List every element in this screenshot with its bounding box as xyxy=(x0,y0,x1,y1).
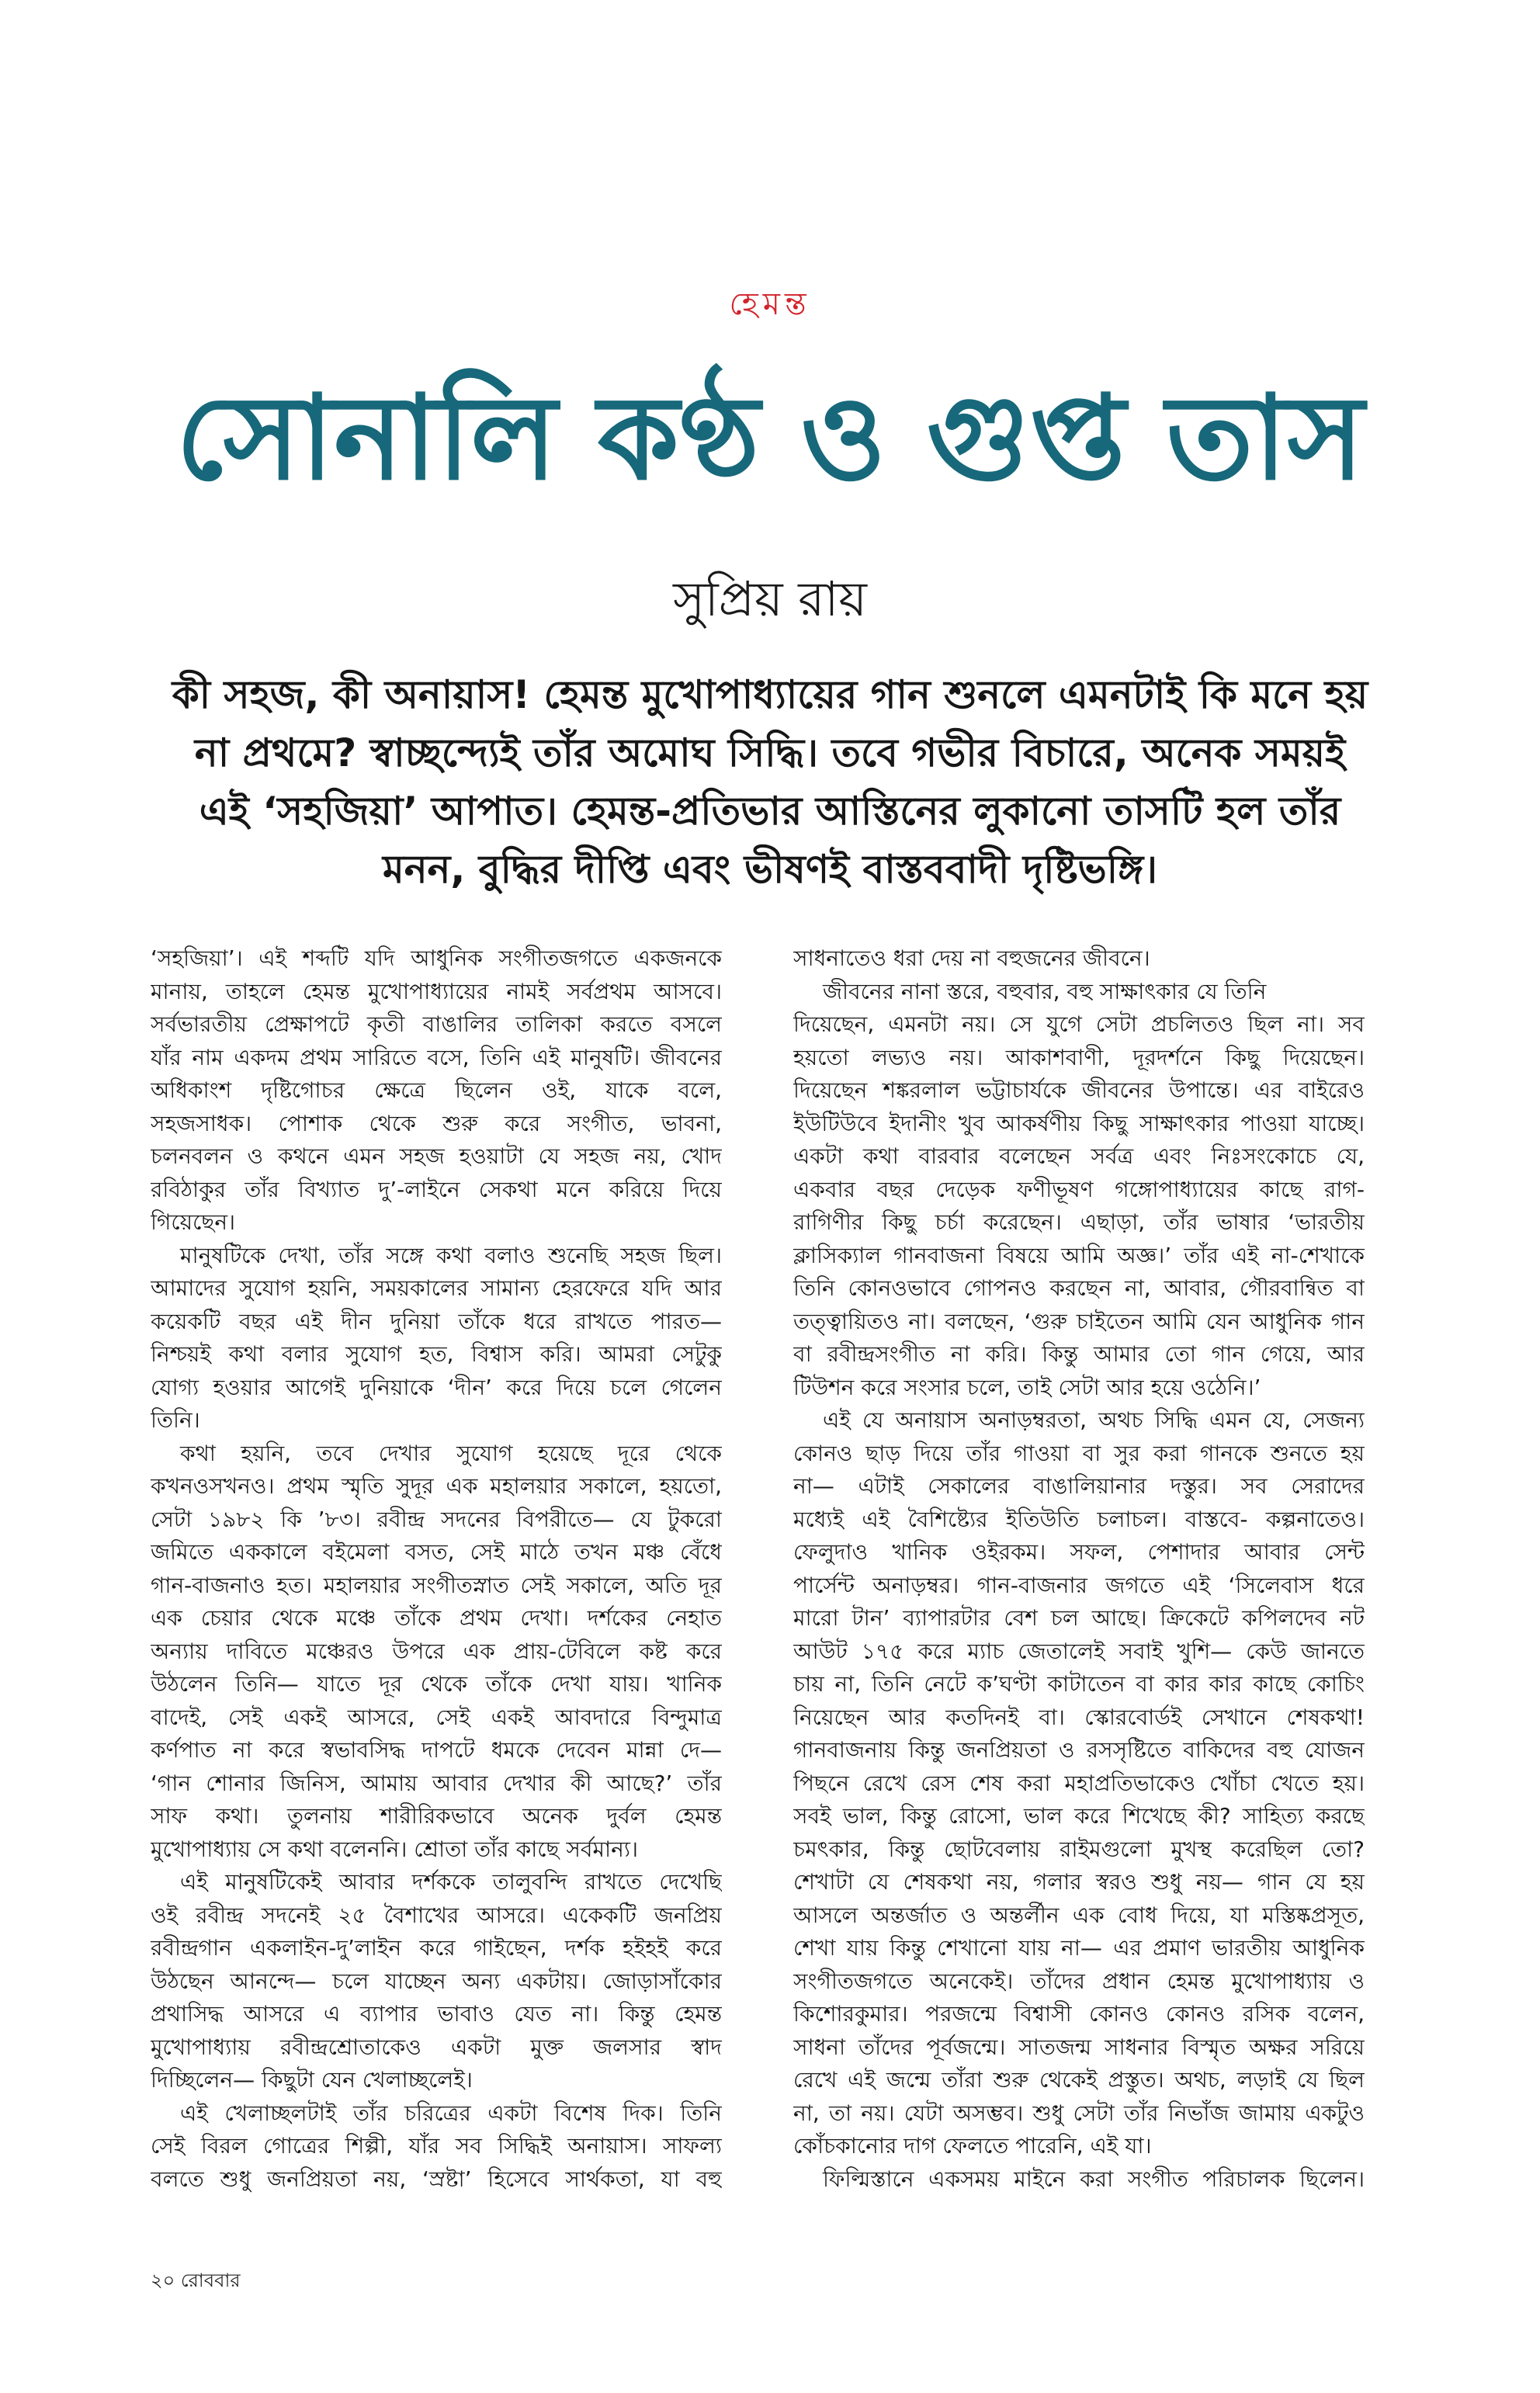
page-footer: ২০ রোববার xyxy=(151,2270,241,2291)
body-text-line: রেখে এই জন্মে তাঁরা শুরু থেকেই প্রস্তুত। অথচ, লড়াই যে ছিল xyxy=(793,2067,1365,2093)
body-text-line: রবিঠাকুর তাঁর বিখ্যাত দু’-লাইনে সেকথা মনে করিয়ে দিয়ে xyxy=(151,1176,722,1202)
lede-line: কী সহজ, কী অনায়াস! হেমন্ত মুখোপাধ্যায়ের গান শুনলে এমনটাই কি মনে হয় xyxy=(172,672,1368,717)
body-text-line: সাধনা তাঁদের পূর্বজন্মে। সাতজন্ম সাধনার বিস্মৃত অক্ষর সরিয়ে xyxy=(793,2034,1365,2060)
body-text-line: যাঁর নাম একদম প্রথম সারিতে বসে, তিনি এই মানুষটি। জীবনের xyxy=(151,1044,722,1070)
body-text-line: কয়েকটি বছর এই দীন দুনিয়া তাঁকে ধরে রাখতে পারত— xyxy=(151,1308,722,1334)
body-text-line: মানুষটিকে দেখা, তাঁর সঙ্গে কথা বলাও শুনেছি সহজ ছিল। xyxy=(180,1242,722,1268)
body-text-line: মধ্যেই এই বৈশিষ্ট্যের ইতিউতি চলাচল। বাস্তবে- কল্পনাতেও। xyxy=(793,1506,1365,1532)
body-text-line: জমিতে এককালে বইমেলা বসত, সেই মাঠে তখন মঞ্চ বেঁধে xyxy=(151,1539,722,1565)
body-text-line: দিয়েছেন শঙ্করলাল ভট্টাচার্যকে জীবনের উপান্তে। এর বাইরেও xyxy=(793,1077,1365,1103)
lede-line: না প্রথমে? স্বাচ্ছন্দ্যেই তাঁর অমোঘ সিদ্ধি। তবে গভীর বিচারে, অনেক সময়ই xyxy=(194,730,1346,775)
body-text-line: জীবনের নানা স্তরে, বহুবার, বহু সাক্ষাৎকার যে তিনি xyxy=(823,978,1267,1004)
body-text-line: নিশ্চয়ই কথা বলার সুযোগ হত, বিশ্বাস করি। আমরা সেটুকু xyxy=(151,1341,722,1367)
body-text-line: ইউটিউবে ইদানীং খুব আকর্ষণীয় কিছু সাক্ষাৎকার পাওয়া যাচ্ছে। xyxy=(793,1110,1365,1136)
body-text-line: গিয়েছেন। xyxy=(151,1209,236,1235)
body-text-line: এই যে অনায়াস অনাড়ম্বরতা, অথচ সিদ্ধি এমন যে, সেজন্য xyxy=(823,1407,1365,1433)
body-text-line: পার্সেন্ট অনাড়ম্বর। গান-বাজনার জগতে এই ‘সিলেবাস ধরে xyxy=(793,1572,1365,1598)
body-text-line: সহজসাধক। পোশাক থেকে শুরু করে সংগীত, ভাবনা, xyxy=(151,1110,722,1136)
body-text-line: গান-বাজনাও হত। মহালয়ার সংগীতস্নাত সেই সকালে, অতি দূর xyxy=(151,1572,722,1598)
body-text-line: একটা কথা বারবার বলেছেন সর্বত্র এবং নিঃসংকোচে যে, xyxy=(793,1143,1365,1169)
body-text-line: সংগীতজগতে অনেকেই। তাঁদের প্রধান হেমন্ত মুখোপাধ্যায় ও xyxy=(793,1968,1365,1994)
body-text-line: সবই ভাল, কিন্তু রোসো, ভাল করে শিখেছে কী? সাহিত্য করছে xyxy=(793,1803,1365,1829)
body-text-line: এই খেলাচ্ছলটাই তাঁর চরিত্রের একটা বিশেষ দিক। তিনি xyxy=(180,2100,722,2126)
body-text-line: কিশোরকুমার। পরজন্মে বিশ্বাসী কোনও কোনও রসিক বলেন, xyxy=(793,2001,1365,2027)
body-text-line: কোনও ছাড় দিয়ে তাঁর গাওয়া বা সুর করা গানকে শুনতে হয় xyxy=(793,1440,1365,1466)
body-text-line: কর্ণপাত না করে স্বভাবসিদ্ধ দাপটে ধমকে দেবেন মান্না দে— xyxy=(151,1737,722,1763)
body-text-line: চমৎকার, কিন্তু ছোটবেলায় রাইমগুলো মুখস্থ করেছিল তো? xyxy=(793,1836,1365,1862)
body-text-line: কখনওসখনও। প্রথম স্মৃতি সুদূর এক মহালয়ার সকালে, হয়তো, xyxy=(151,1473,722,1499)
body-text-line: কোঁচকানোর দাগ ফেলতে পারেনি, এই যা। xyxy=(793,2133,1152,2159)
body-text-line: কথা হয়নি, তবে দেখার সুযোগ হয়েছে দূরে থেকে xyxy=(180,1440,722,1466)
body-text-line: পিছনে রেখে রেস শেষ করা মহাপ্রতিভাকেও খোঁচা খেতে হয়। xyxy=(793,1770,1365,1796)
lede-line: এই ‘সহজিয়া’ আপাত। হেমন্ত-প্রতিভার আস্তিনের লুকানো তাসটি হল তাঁর xyxy=(199,789,1341,834)
lede-line: মনন, বুদ্ধির দীপ্তি এবং ভীষণই বাস্তববাদী দৃষ্টিভঙ্গি। xyxy=(382,847,1158,892)
body-text-line: সর্বভারতীয় প্রেক্ষাপটে কৃতী বাঙালির তালিকা করতে বসলে xyxy=(151,1011,722,1037)
body-text-line: ‘সহজিয়া’। এই শব্দটি যদি আধুনিক সংগীতজগতে একজনকে xyxy=(151,945,722,971)
body-column-right xyxy=(793,942,1365,2196)
body-text-line: মুখোপাধ্যায় রবীন্দ্রশ্রোতাকেও একটা মুক্ত জলসার স্বাদ xyxy=(151,2034,722,2060)
body-text-line: হয়তো লভ্যও নয়। আকাশবাণী, দূরদর্শনে কিছু দিয়েছেন। xyxy=(793,1044,1365,1070)
body-text-line: রবীন্দ্রগান একলাইন-দু’লাইন করে গাইছেন, দর্শক হইহই করে xyxy=(151,1935,722,1961)
body-text-line: বলতে শুধু জনপ্রিয়তা নয়, ‘স্রষ্টা’ হিসেবে সার্থকতা, যা বহু xyxy=(151,2166,722,2192)
body-text-line: সাফ কথা। তুলনায় শারীরিকভাবে অনেক দুর্বল হেমন্ত xyxy=(151,1803,722,1829)
body-text-line: মানায়, তাহলে হেমন্ত মুখোপাধ্যায়ের নামই সর্বপ্রথম আসবে। xyxy=(151,978,722,1004)
body-text-line: তিনি কোনওভাবে গোপনও করছেন না, আবার, গৌরবান্বিত বা xyxy=(793,1275,1365,1301)
body-text-line: আসলে অন্তর্জাত ও অন্তর্লীন এক বোধ দিয়ে, যা মস্তিষ্কপ্রসূত, xyxy=(793,1902,1365,1928)
body-text-line: ‘গান শোনার জিনিস, আমায় আবার দেখার কী আছে?’ তাঁর xyxy=(151,1770,722,1796)
body-text-line: রাগিণীর কিছু চর্চা করেছেন। এছাড়া, তাঁর ভাষার ‘ভারতীয় xyxy=(793,1209,1365,1235)
body-text-line: সাধনাতেও ধরা দেয় না বহুজনের জীবনে। xyxy=(793,945,1150,971)
body-column-left xyxy=(151,942,722,2196)
body-text-line: সেটা ১৯৮২ কি ’৮৩। রবীন্দ্র সদনের বিপরীতে— যে টুকরো xyxy=(151,1506,722,1532)
article-title: সোনালি কণ্ঠ ও গুপ্ত তাস xyxy=(175,371,1365,506)
section-kicker: হেমন্ত xyxy=(729,286,811,322)
body-text-line: গানবাজনায় কিন্তু জনপ্রিয়তা ও রসসৃষ্টিতে বাকিদের বহু যোজন xyxy=(793,1737,1365,1763)
article-lede xyxy=(155,666,1385,899)
body-text-line: না, তা নয়। যেটা অসম্ভব। শুধু সেটা তাঁর নিভাঁজ জামায় একটুও xyxy=(793,2100,1365,2126)
body-text-line: এই মানুষটিকেই আবার দর্শককে তালুবন্দি রাখতে দেখেছি xyxy=(180,1869,722,1895)
body-text-line: নিয়েছেন আর কতদিনই বা। স্কোরবোর্ডই সেখানে শেষকথা! xyxy=(793,1704,1365,1730)
body-text-line: আমাদের সুযোগ হয়নি, সময়কালের সামান্য হেরফেরে যদি আর xyxy=(151,1275,722,1301)
body-text-line: উঠছেন আনন্দে— চলে যাচ্ছেন অন্য একটায়। জোড়াসাঁকোর xyxy=(151,1968,722,1994)
body-text-line: শেখাটা যে শেষকথা নয়, গলার স্বরও শুধু নয়— গান যে হয় xyxy=(793,1869,1365,1895)
body-text-line: তিনি। xyxy=(151,1407,200,1433)
body-text-line: ওই রবীন্দ্র সদনেই ২৫ বৈশাখের আসরে। একেকটি জনপ্রিয় xyxy=(151,1902,722,1928)
body-text-line: ক্লাসিক্যাল গানবাজনা বিষয়ে আমি অজ্ঞ।’ তাঁর এই না-শেখাকে xyxy=(793,1242,1365,1268)
body-text-line: দিচ্ছিলেন— কিছুটা যেন খেলাচ্ছলেই। xyxy=(151,2067,473,2093)
body-text-line: যোগ্য হওয়ার আগেই দুনিয়াকে ‘দীন’ করে দিয়ে চলে গেলেন xyxy=(151,1374,722,1400)
body-text-line: বাদেই, সেই একই আসরে, সেই একই আবদারে বিন্দুমাত্র xyxy=(151,1704,722,1730)
body-text-line: আউট ১৭৫ করে ম্যাচ জেতালেই সবাই খুশি— কেউ জানতে xyxy=(793,1638,1365,1664)
body-text-line: মুখোপাধ্যায় সে কথা বলেননি। শ্রোতা তাঁর কাছে সর্বমান্য। xyxy=(151,1836,639,1862)
body-text-line: প্রথাসিদ্ধ আসরে এ ব্যাপার ভাবাও যেত না। কিন্তু হেমন্ত xyxy=(151,2001,722,2027)
body-text-line: দিয়েছেন, এমনটা নয়। সে যুগে সেটা প্রচলিতও ছিল না। সব xyxy=(793,1011,1365,1037)
body-text-line: শেখা যায় কিন্তু শেখানো যায় না— এর প্রমাণ ভারতীয় আধুনিক xyxy=(793,1935,1365,1961)
body-text-line: চায় না, তিনি নেটে ক’ঘণ্টা কাটাতেন বা কার কার কাছে কোচিং xyxy=(793,1671,1365,1697)
body-text-line: অন্যায় দাবিতে মঞ্চেরও উপরে এক প্রায়-টেবিলে কষ্ট করে xyxy=(151,1638,722,1664)
body-text-line: অধিকাংশ দৃষ্টিগোচর ক্ষেত্রে ছিলেন ওই, যাকে বলে, xyxy=(151,1077,722,1103)
body-text-line: উঠলেন তিনি— যাতে দূর থেকে তাঁকে দেখা যায়। খানিক xyxy=(151,1671,722,1697)
author-byline: সুপ্রিয় রায় xyxy=(673,571,867,627)
body-text-line: ফেলুদাও খানিক ওইরকম। সফল, পেশাদার আবার সেন্ট xyxy=(793,1539,1365,1565)
body-text-line: মারো টান’ ব্যাপারটার বেশ চল আছে। ক্রিকেটে কপিলদেব নট xyxy=(793,1605,1365,1631)
body-text-line: বা রবীন্দ্রসংগীত না করি। কিন্তু আমার তো গান গেয়ে, আর xyxy=(793,1341,1365,1367)
body-text-line: সেই বিরল গোত্রের শিল্পী, যাঁর সব সিদ্ধিই অনায়াস। সাফল্য xyxy=(151,2133,722,2159)
body-text-line: টিউশন করে সংসার চলে, তাই সেটা আর হয়ে ওঠেনি।’ xyxy=(793,1374,1261,1400)
body-text-line: ফিল্মিস্তানে একসময় মাইনে করা সংগীত পরিচালক ছিলেন। xyxy=(823,2166,1365,2192)
body-text-line: তত্ত্বায়িতও না। বলছেন, ‘গুরু চাইতেন আমি যেন আধুনিক গান xyxy=(793,1308,1365,1334)
body-text-line: একবার বছর দেড়েক ফণীভূষণ গঙ্গোপাধ্যায়ের কাছে রাগ- xyxy=(793,1176,1365,1202)
body-text-line: চলনবলন ও কথনে এমন সহজ হওয়াটা যে সহজ নয়, খোদ xyxy=(151,1143,722,1169)
body-text-line: এক চেয়ার থেকে মঞ্চে তাঁকে প্রথম দেখা। দর্শকের নেহাত xyxy=(151,1605,722,1631)
body-text-line: না— এটাই সেকালের বাঙালিয়ানার দস্তুর। সব সেরাদের xyxy=(793,1473,1365,1499)
